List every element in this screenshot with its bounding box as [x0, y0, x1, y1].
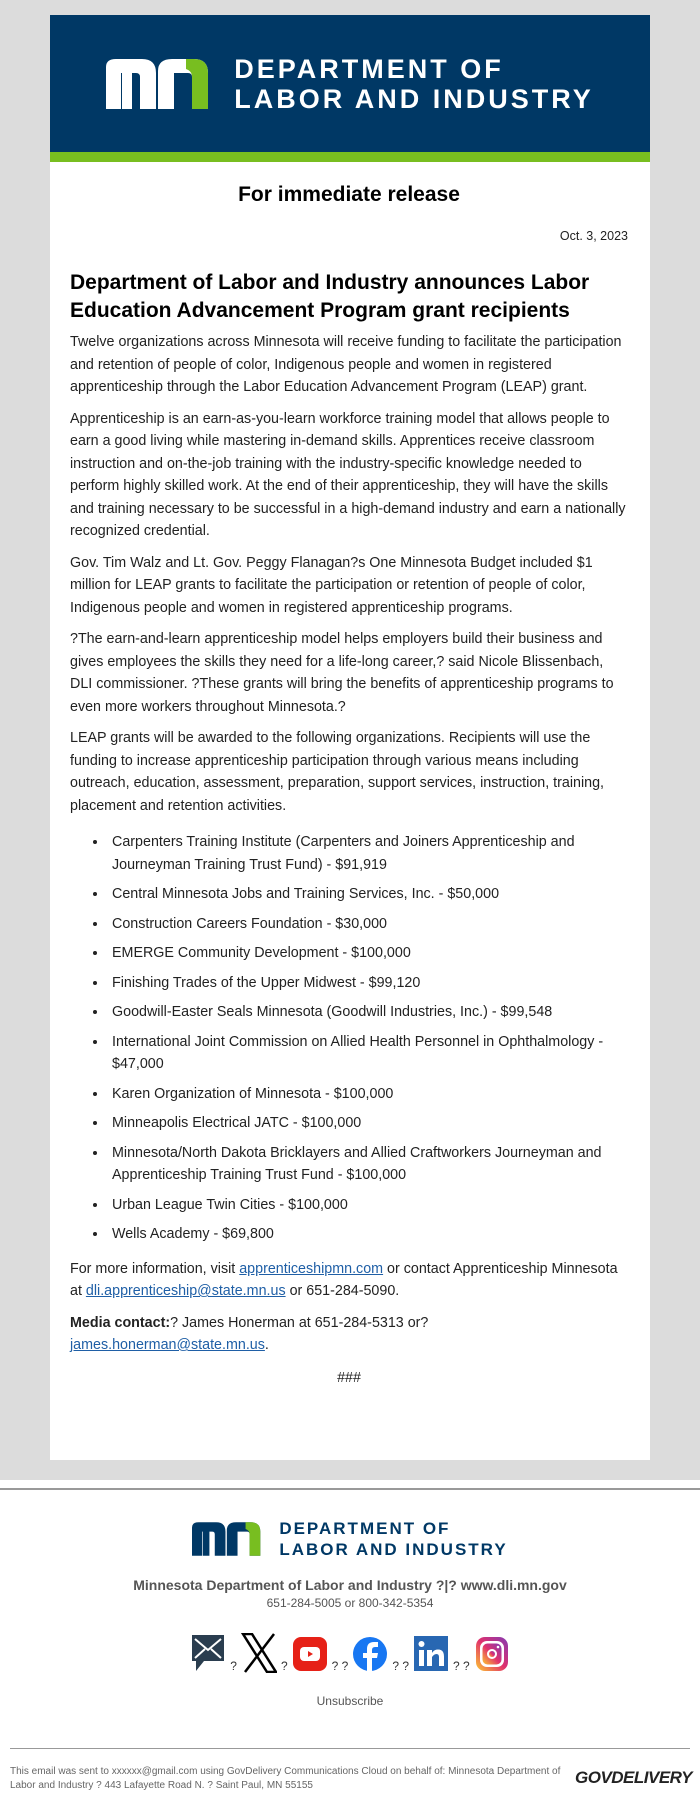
media-contact: [70, 1312, 628, 1357]
footer-logo[interactable]: [0, 1518, 700, 1560]
social-links: [0, 1633, 700, 1673]
wordmark-line2: LABOR AND INDUSTRY: [279, 1540, 508, 1559]
separator: ? ?: [453, 1659, 470, 1673]
media-contact-text: .: [264, 1337, 269, 1353]
wordmark-line1: DEPARTMENT OF: [279, 1519, 451, 1538]
mn-logo-icon: [192, 1522, 267, 1556]
list-item: • Minneapolis Electrical JATC - $100,000: [108, 1112, 628, 1135]
department-wordmark: [234, 54, 594, 114]
footer-divider: [0, 1488, 700, 1490]
mn-logo-icon: [106, 59, 218, 109]
x-icon[interactable]: [241, 1633, 277, 1673]
separator: ? ?: [331, 1659, 349, 1673]
list-item: • Construction Careers Foundation - $30,000: [108, 913, 628, 936]
wordmark-line2: LABOR AND INDUSTRY: [234, 83, 594, 114]
linkedin-icon[interactable]: [413, 1633, 449, 1673]
list-item: • Wells Academy - $69,800: [108, 1223, 628, 1246]
list-item: • Goodwill-Easter Seals Minnesota (Goodwill Industries, Inc.) - $99,548: [108, 1001, 628, 1024]
facebook-icon[interactable]: [352, 1633, 388, 1673]
unsubscribe-link[interactable]: Unsubscribe: [316, 1694, 384, 1708]
more-info-text: or 651-284-5090.: [285, 1283, 400, 1299]
list-item: • Minnesota/North Dakota Bricklayers and Allied Craftworkers Journeyman and Apprenticeship Training Trust Fund - $100,000: [108, 1142, 628, 1187]
headline: Department of Labor and Industry announces Labor Education Advancement Program grant recipients: [70, 271, 590, 322]
instagram-icon[interactable]: [474, 1633, 510, 1673]
list-item: • EMERGE Community Development - $100,000: [108, 942, 628, 965]
end-mark: ###: [337, 1369, 361, 1386]
youtube-icon[interactable]: [292, 1633, 328, 1673]
paragraph: Apprenticeship is an earn-as-you-learn workforce training model that allows people to earn a good living while mastering in-demand skills. Apprentices receive classroom instruction and on-the-job training with the industry-specific knowledge needed to perform highly skilled work. At the end of their apprenticeship, they will have the skills and training necessary to be successful in a high-demand industry and earn a nationally recognized credential.: [70, 410, 626, 539]
header-banner: [50, 15, 650, 152]
list-item: • International Joint Commission on Allied Health Personnel in Ophthalmology - $47,000: [108, 1031, 628, 1076]
list-item: • Finishing Trades of the Upper Midwest - $99,120: [108, 972, 628, 995]
press-release-card: [50, 15, 650, 1460]
media-email-link[interactable]: james.honerman@state.mn.us: [70, 1337, 265, 1353]
paragraph: LEAP grants will be awarded to the following organizations. Recipients will use the funding to increase apprenticeship participation through various means including outreach, education, assessment, preparation, support services, instruction, training, placement and retention activities.: [70, 730, 605, 814]
more-info: [70, 1258, 628, 1303]
list-item: • Karen Organization of Minnesota - $100,000: [108, 1083, 628, 1106]
paragraph: Gov. Tim Walz and Lt. Gov. Peggy Flanagan?s One Minnesota Budget included $1 million for LEAP grants to facilitate the participation or retention of people of color, Indigenous people and women in registered apprenticeship programs.: [70, 554, 593, 616]
separator: ? ?: [392, 1659, 410, 1673]
release-label: For immediate release: [238, 183, 460, 206]
green-accent-bar: [50, 152, 650, 162]
email-icon[interactable]: [190, 1633, 226, 1673]
recipient-list: [108, 831, 628, 1246]
apprenticeshipmn-link[interactable]: apprenticeshipmn.com: [239, 1260, 384, 1277]
media-contact-text: ? James Honerman at 651-284-5313 or?: [170, 1314, 429, 1331]
footer-wordmark: [279, 1518, 507, 1560]
list-item: • Urban League Twin Cities - $100,000: [108, 1194, 628, 1217]
apprenticeship-email-link[interactable]: dli.apprenticeship@state.mn.us: [85, 1283, 286, 1299]
wordmark-line1: DEPARTMENT OF: [234, 53, 504, 84]
separator: ?: [230, 1659, 237, 1673]
list-item: • Central Minnesota Jobs and Training Services, Inc. - $50,000: [108, 883, 628, 906]
govdelivery-logo: GOVDELIVERY: [575, 1768, 692, 1787]
footer-phones: 651-284-5005 or 800-342-5354: [266, 1596, 434, 1610]
footer-org-line: Minnesota Department of Labor and Industry ?|? www.dli.mn.gov: [133, 1577, 567, 1593]
legal-divider: [10, 1748, 690, 1749]
paragraph: ?The earn-and-learn apprenticeship model helps employers build their business and gives employees the skills they need for a life-long career,? said Nicole Blissenbach, DLI commissioner. ?These grants will bring the benefits of apprenticeship programs to even more workers throughout Minnesota.?: [70, 631, 614, 715]
more-info-text: or contact Apprenticeship Minnesota at: [70, 1260, 618, 1299]
legal-text: This email was sent to xxxxxx@gmail.com using GovDelivery Communications Cloud on behalf of: Minnesota Department of Labor and Industry ? 443 Lafayette Road N. ? Saint Paul, MN 55155: [10, 1766, 561, 1791]
release-date: Oct. 3, 2023: [559, 228, 628, 243]
paragraph: Twelve organizations across Minnesota will receive funding to facilitate the participation and retention of people of color, Indigenous people and women in registered apprenticeship through the Labor Education Advancement Program (LEAP) grant.: [70, 334, 622, 395]
more-info-text: For more information, visit: [70, 1260, 240, 1277]
list-item: • Carpenters Training Institute (Carpenters and Joiners Apprenticeship and Journeyman Training Trust Fund) - $91,919: [108, 831, 628, 876]
separator: ?: [280, 1659, 288, 1673]
media-contact-label: Media contact:: [70, 1314, 171, 1331]
